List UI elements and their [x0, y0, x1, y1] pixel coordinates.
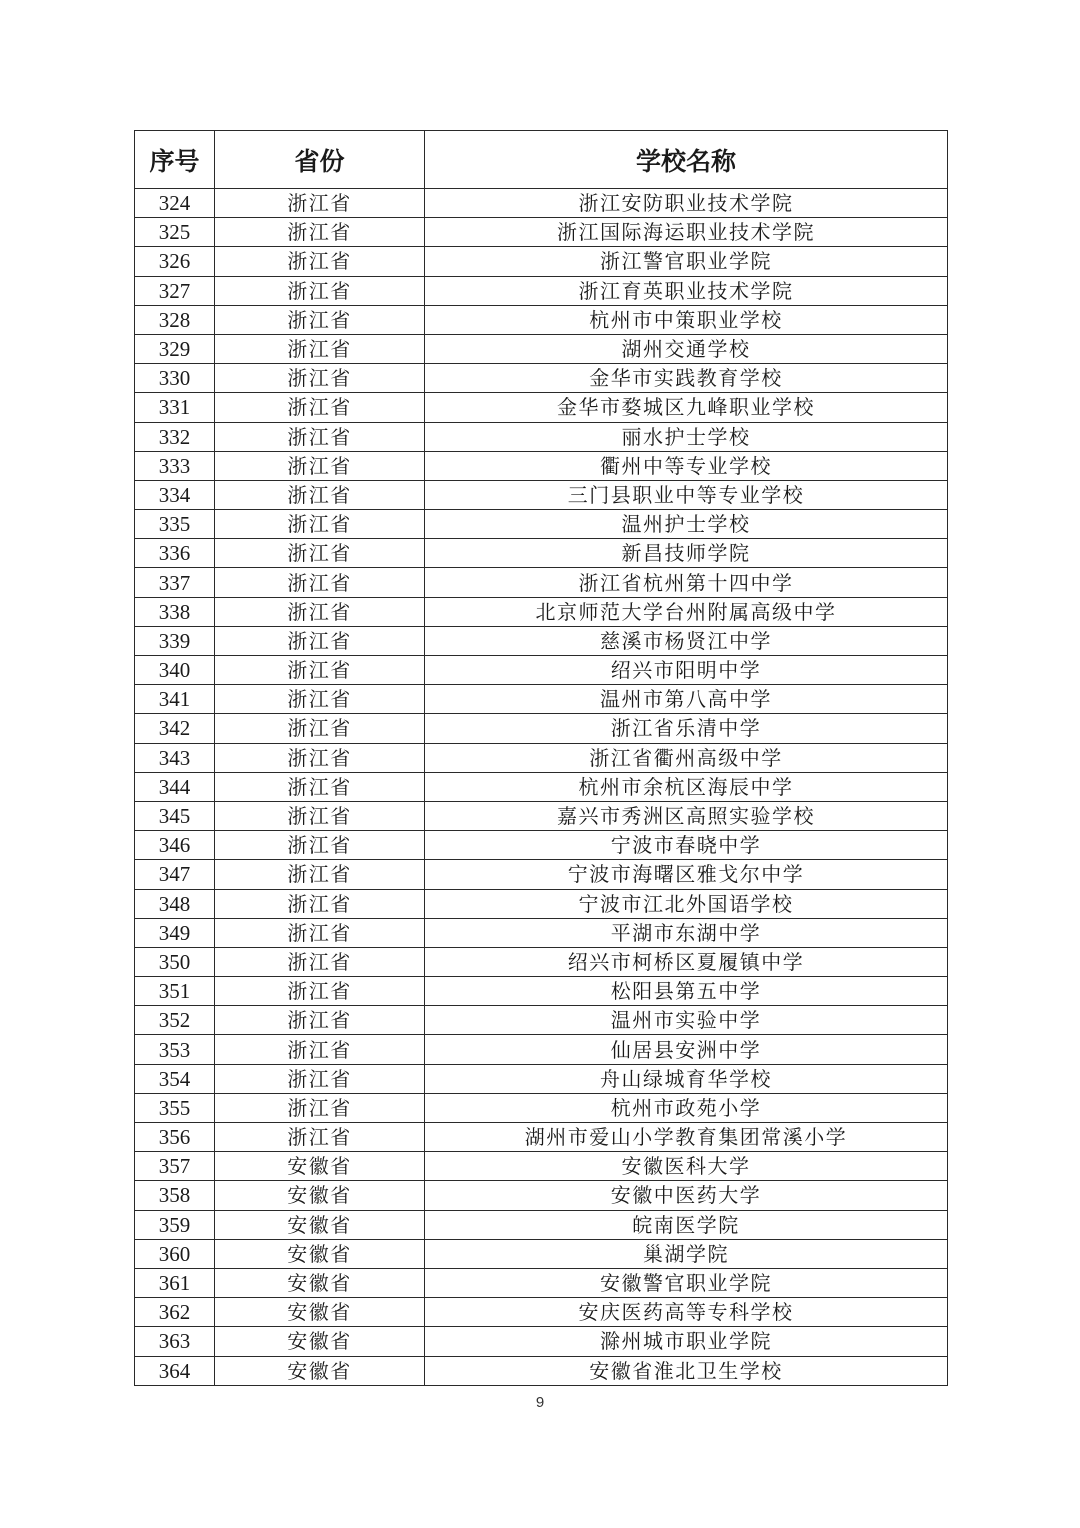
table-row [135, 451, 948, 480]
cell-serial-number: 331 [135, 393, 215, 422]
cell-province: 浙江省 [215, 510, 425, 539]
cell-school-name: 仙居县安洲中学 [425, 1035, 948, 1064]
table-row [135, 1123, 948, 1152]
cell-school-name: 新昌技师学院 [425, 539, 948, 568]
cell-province: 浙江省 [215, 1093, 425, 1122]
cell-province: 浙江省 [215, 568, 425, 597]
cell-province: 浙江省 [215, 1006, 425, 1035]
cell-school-name: 宁波市江北外国语学校 [425, 889, 948, 918]
cell-province: 浙江省 [215, 947, 425, 976]
cell-school-name: 杭州市余杭区海辰中学 [425, 772, 948, 801]
table-row [135, 480, 948, 509]
table-row [135, 656, 948, 685]
cell-school-name: 松阳县第五中学 [425, 977, 948, 1006]
cell-school-name: 温州市第八高中学 [425, 685, 948, 714]
table-row [135, 510, 948, 539]
cell-province: 浙江省 [215, 889, 425, 918]
cell-school-name: 湖州交通学校 [425, 334, 948, 363]
cell-serial-number: 327 [135, 276, 215, 305]
cell-school-name: 丽水护士学校 [425, 422, 948, 451]
cell-province: 浙江省 [215, 1064, 425, 1093]
cell-province: 浙江省 [215, 451, 425, 480]
cell-serial-number: 326 [135, 247, 215, 276]
cell-serial-number: 348 [135, 889, 215, 918]
cell-province: 安徽省 [215, 1298, 425, 1327]
cell-province: 浙江省 [215, 364, 425, 393]
cell-serial-number: 325 [135, 218, 215, 247]
cell-serial-number: 343 [135, 743, 215, 772]
table-row [135, 539, 948, 568]
cell-school-name: 浙江省乐清中学 [425, 714, 948, 743]
table-row [135, 218, 948, 247]
cell-province: 浙江省 [215, 305, 425, 334]
table-row [135, 1181, 948, 1210]
cell-school-name: 绍兴市柯桥区夏履镇中学 [425, 947, 948, 976]
cell-province: 安徽省 [215, 1356, 425, 1385]
cell-province: 浙江省 [215, 801, 425, 830]
header-school-name: 学校名称 [425, 131, 948, 189]
table-row [135, 918, 948, 947]
table-row [135, 364, 948, 393]
table-row [135, 889, 948, 918]
cell-serial-number: 347 [135, 860, 215, 889]
table-row [135, 772, 948, 801]
cell-province: 安徽省 [215, 1239, 425, 1268]
cell-serial-number: 330 [135, 364, 215, 393]
cell-serial-number: 353 [135, 1035, 215, 1064]
table-row [135, 1356, 948, 1385]
cell-serial-number: 340 [135, 656, 215, 685]
cell-serial-number: 333 [135, 451, 215, 480]
table-body [135, 189, 948, 1386]
header-serial-number: 序号 [135, 131, 215, 189]
cell-province: 浙江省 [215, 685, 425, 714]
table-row [135, 1152, 948, 1181]
cell-province: 浙江省 [215, 276, 425, 305]
cell-serial-number: 349 [135, 918, 215, 947]
table-row [135, 685, 948, 714]
table-row [135, 1093, 948, 1122]
cell-serial-number: 336 [135, 539, 215, 568]
cell-province: 安徽省 [215, 1181, 425, 1210]
table-row [135, 1239, 948, 1268]
table-row [135, 276, 948, 305]
table-row [135, 247, 948, 276]
table-row [135, 947, 948, 976]
cell-school-name: 浙江安防职业技术学院 [425, 189, 948, 218]
cell-province: 安徽省 [215, 1210, 425, 1239]
table-row [135, 568, 948, 597]
table-row [135, 189, 948, 218]
cell-school-name: 慈溪市杨贤江中学 [425, 626, 948, 655]
cell-province: 浙江省 [215, 714, 425, 743]
cell-province: 浙江省 [215, 393, 425, 422]
cell-serial-number: 352 [135, 1006, 215, 1035]
cell-province: 浙江省 [215, 772, 425, 801]
cell-school-name: 湖州市爱山小学教育集团常溪小学 [425, 1123, 948, 1152]
school-list-table [134, 130, 948, 1386]
cell-province: 浙江省 [215, 656, 425, 685]
cell-serial-number: 337 [135, 568, 215, 597]
cell-school-name: 浙江育英职业技术学院 [425, 276, 948, 305]
cell-province: 浙江省 [215, 743, 425, 772]
cell-serial-number: 361 [135, 1268, 215, 1297]
cell-school-name: 杭州市政苑小学 [425, 1093, 948, 1122]
cell-serial-number: 329 [135, 334, 215, 363]
cell-school-name: 安徽警官职业学院 [425, 1268, 948, 1297]
table-row [135, 1006, 948, 1035]
table-row [135, 831, 948, 860]
cell-province: 浙江省 [215, 422, 425, 451]
cell-school-name: 巢湖学院 [425, 1239, 948, 1268]
table-row [135, 1210, 948, 1239]
cell-serial-number: 335 [135, 510, 215, 539]
cell-province: 浙江省 [215, 334, 425, 363]
cell-school-name: 北京师范大学台州附属高级中学 [425, 597, 948, 626]
table-row [135, 334, 948, 363]
table-row [135, 1268, 948, 1297]
cell-serial-number: 342 [135, 714, 215, 743]
cell-school-name: 浙江省衢州高级中学 [425, 743, 948, 772]
cell-serial-number: 350 [135, 947, 215, 976]
cell-province: 安徽省 [215, 1152, 425, 1181]
cell-serial-number: 356 [135, 1123, 215, 1152]
cell-serial-number: 344 [135, 772, 215, 801]
cell-province: 浙江省 [215, 977, 425, 1006]
cell-school-name: 平湖市东湖中学 [425, 918, 948, 947]
cell-serial-number: 363 [135, 1327, 215, 1356]
cell-school-name: 安徽医科大学 [425, 1152, 948, 1181]
cell-province: 浙江省 [215, 189, 425, 218]
cell-serial-number: 358 [135, 1181, 215, 1210]
cell-serial-number: 364 [135, 1356, 215, 1385]
header-province: 省份 [215, 131, 425, 189]
table-row [135, 743, 948, 772]
cell-province: 安徽省 [215, 1268, 425, 1297]
cell-serial-number: 341 [135, 685, 215, 714]
cell-school-name: 安庆医药高等专科学校 [425, 1298, 948, 1327]
cell-serial-number: 362 [135, 1298, 215, 1327]
table-row [135, 1064, 948, 1093]
cell-province: 浙江省 [215, 218, 425, 247]
cell-school-name: 宁波市海曙区雅戈尔中学 [425, 860, 948, 889]
cell-school-name: 三门县职业中等专业学校 [425, 480, 948, 509]
cell-school-name: 绍兴市阳明中学 [425, 656, 948, 685]
cell-serial-number: 345 [135, 801, 215, 830]
table-row [135, 1035, 948, 1064]
table-row [135, 305, 948, 334]
cell-serial-number: 328 [135, 305, 215, 334]
cell-province: 浙江省 [215, 1035, 425, 1064]
cell-province: 浙江省 [215, 626, 425, 655]
cell-serial-number: 332 [135, 422, 215, 451]
cell-province: 安徽省 [215, 1327, 425, 1356]
cell-serial-number: 338 [135, 597, 215, 626]
table-row [135, 393, 948, 422]
table-row [135, 1327, 948, 1356]
cell-school-name: 宁波市春晓中学 [425, 831, 948, 860]
cell-school-name: 杭州市中策职业学校 [425, 305, 948, 334]
cell-serial-number: 354 [135, 1064, 215, 1093]
table-row [135, 422, 948, 451]
cell-school-name: 温州护士学校 [425, 510, 948, 539]
cell-province: 浙江省 [215, 1123, 425, 1152]
cell-serial-number: 351 [135, 977, 215, 1006]
cell-province: 浙江省 [215, 539, 425, 568]
cell-school-name: 皖南医学院 [425, 1210, 948, 1239]
cell-school-name: 嘉兴市秀洲区高照实验学校 [425, 801, 948, 830]
table-row [135, 977, 948, 1006]
cell-serial-number: 357 [135, 1152, 215, 1181]
table-row [135, 860, 948, 889]
table-row [135, 714, 948, 743]
cell-school-name: 浙江省杭州第十四中学 [425, 568, 948, 597]
table-row [135, 626, 948, 655]
cell-school-name: 滁州城市职业学院 [425, 1327, 948, 1356]
cell-serial-number: 359 [135, 1210, 215, 1239]
cell-school-name: 浙江警官职业学院 [425, 247, 948, 276]
cell-school-name: 金华市实践教育学校 [425, 364, 948, 393]
cell-school-name: 衢州中等专业学校 [425, 451, 948, 480]
table-row [135, 597, 948, 626]
cell-school-name: 安徽省淮北卫生学校 [425, 1356, 948, 1385]
cell-province: 浙江省 [215, 860, 425, 889]
cell-serial-number: 339 [135, 626, 215, 655]
cell-school-name: 安徽中医药大学 [425, 1181, 948, 1210]
cell-province: 浙江省 [215, 918, 425, 947]
cell-province: 浙江省 [215, 831, 425, 860]
cell-province: 浙江省 [215, 480, 425, 509]
cell-school-name: 浙江国际海运职业技术学院 [425, 218, 948, 247]
cell-serial-number: 324 [135, 189, 215, 218]
table-row [135, 1298, 948, 1327]
table-header-row [135, 131, 948, 189]
cell-serial-number: 334 [135, 480, 215, 509]
cell-serial-number: 346 [135, 831, 215, 860]
page-number: 9 [535, 1394, 545, 1411]
cell-serial-number: 355 [135, 1093, 215, 1122]
table-row [135, 801, 948, 830]
cell-school-name: 舟山绿城育华学校 [425, 1064, 948, 1093]
cell-serial-number: 360 [135, 1239, 215, 1268]
cell-province: 浙江省 [215, 597, 425, 626]
cell-school-name: 温州市实验中学 [425, 1006, 948, 1035]
cell-province: 浙江省 [215, 247, 425, 276]
cell-school-name: 金华市婺城区九峰职业学校 [425, 393, 948, 422]
